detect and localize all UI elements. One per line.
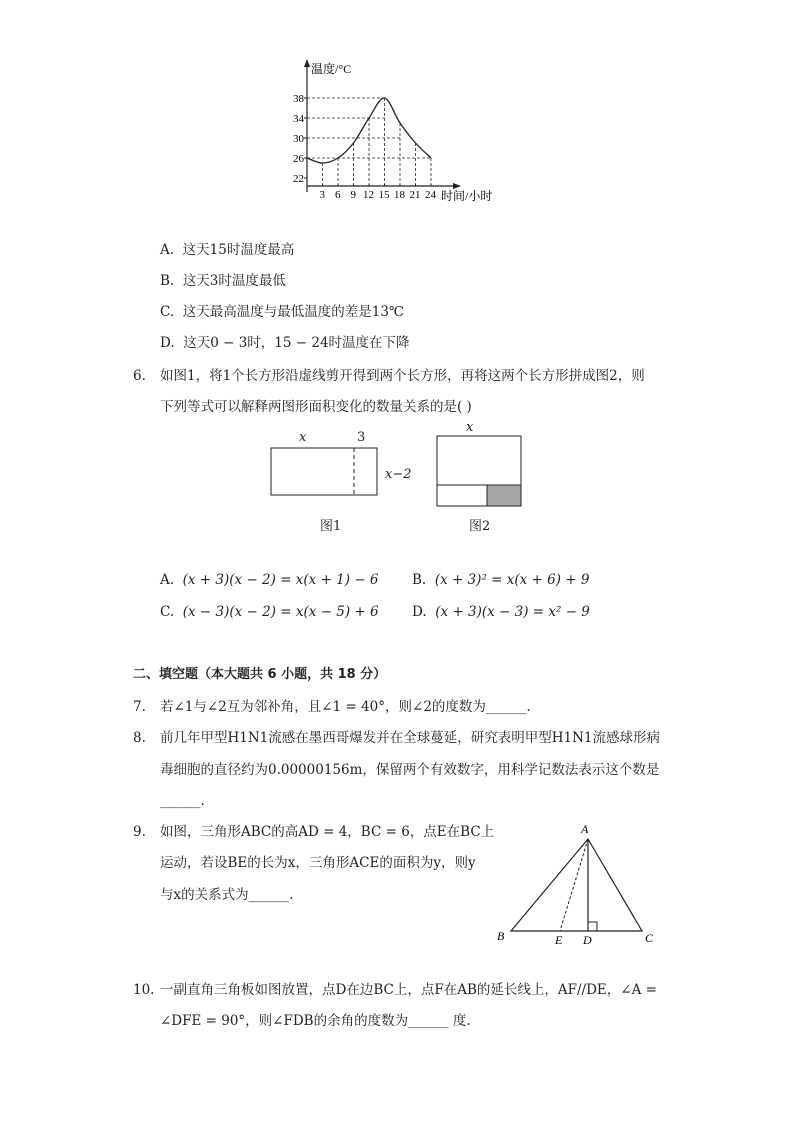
q6-option-c: C. (x − 3)(x − 2) = x(x − 5) + 6 bbox=[160, 604, 379, 620]
label-e: E bbox=[555, 933, 563, 947]
x-tick-label: 18 bbox=[394, 189, 405, 201]
q6-option-a: A. (x + 3)(x − 2) = x(x + 1) − 6 bbox=[160, 572, 379, 588]
x-tick-label: 24 bbox=[425, 189, 436, 201]
q8-line1: 前几年甲型H1N1流感在墨西哥爆发并在全球蔓延，研究表明甲型H1N1流感球形病 bbox=[160, 730, 661, 746]
q6-option-b: B. (x + 3)² = x(x + 6) + 9 bbox=[412, 572, 590, 588]
q5-option-a: A. 这天15时温度最高 bbox=[160, 242, 295, 258]
q10-line1: 一副直角三角板如图放置，点D在边BC上，点F在AB的延长线上，AF//DE，∠A = bbox=[160, 982, 657, 998]
label-d: D bbox=[583, 933, 592, 947]
q8-line2: 毒细胞的直径约为0.00000156m，保留两个有效数字，用科学记数法表示这个数是 bbox=[160, 762, 660, 778]
q10-number: 10. bbox=[133, 982, 155, 998]
y-tick-label: 22 bbox=[293, 173, 304, 185]
y-tick-label: 38 bbox=[293, 93, 304, 105]
q8-line3: ______. bbox=[160, 793, 205, 809]
q5-option-b: B. 这天3时温度最低 bbox=[160, 273, 286, 289]
fig1-x-label: x bbox=[299, 430, 307, 445]
fig1-rectangle bbox=[271, 448, 377, 495]
q9-line2: 运动，若设BE的长为x，三角形ACE的面积为y，则y bbox=[160, 855, 476, 871]
fig1-side-label: x−2 bbox=[385, 467, 412, 482]
temperature-chart bbox=[285, 55, 515, 210]
x-tick-label: 21 bbox=[409, 189, 421, 201]
q6-option-d: D. (x + 3)(x − 3) = x² − 9 bbox=[412, 604, 590, 620]
fig2-x-label: x bbox=[466, 420, 474, 435]
x-tick-label: 9 bbox=[350, 189, 356, 201]
right-angle-mark bbox=[588, 922, 597, 931]
q5-option-c: C. 这天最高温度与最低温度的差是13℃ bbox=[160, 304, 405, 320]
q7-text: 若∠1与∠2互为邻补角，且∠1 = 40°，则∠2的度数为______. bbox=[160, 699, 531, 715]
q9-line1: 如图，三角形ABC的高AD = 4，BC = 6，点E在BC上 bbox=[160, 824, 495, 840]
q6-number: 6. bbox=[133, 368, 146, 384]
q5-option-d: D. 这天0 − 3时，15 − 24时温度在下降 bbox=[160, 335, 410, 351]
y-axis-arrow bbox=[304, 59, 310, 67]
y-tick-label: 26 bbox=[293, 153, 304, 165]
x-tick-label: 3 bbox=[319, 189, 325, 201]
fig2-caption: 图2 bbox=[469, 519, 491, 534]
segment-ae bbox=[560, 839, 588, 931]
x-tick-label: 12 bbox=[363, 189, 374, 201]
y-tick-label: 30 bbox=[293, 133, 304, 145]
fig1-caption: 图1 bbox=[320, 519, 342, 534]
x-axis-label: 时间/小时 bbox=[441, 189, 493, 203]
q9-number: 9. bbox=[133, 824, 146, 840]
q6-figure-1 bbox=[270, 445, 380, 500]
x-tick-label: 6 bbox=[335, 189, 341, 201]
fig2-shaded-square bbox=[487, 485, 521, 506]
section-2-title: 二、填空题（本大题共 6 小题，共 18 分） bbox=[133, 667, 387, 682]
q8-number: 8. bbox=[133, 730, 146, 746]
q9-line3: 与x的关系式为______. bbox=[160, 887, 294, 903]
fig1-3-label: 3 bbox=[357, 430, 366, 445]
triangle-abc bbox=[511, 839, 642, 931]
q7-number: 7. bbox=[133, 699, 146, 715]
q9-triangle-figure bbox=[490, 818, 670, 953]
label-b: B bbox=[497, 929, 505, 943]
q6-line2: 下列等式可以解释两图形面积变化的数量关系的是( ) bbox=[160, 399, 472, 415]
q6-line1: 如图1，将1个长方形沿虚线剪开得到两个长方形，再将这两个长方形拼成图2，则 bbox=[160, 368, 645, 384]
label-c: C bbox=[645, 931, 654, 945]
q6-figure-2 bbox=[436, 435, 526, 510]
label-a: A bbox=[581, 822, 589, 836]
y-axis-label: 温度/°C bbox=[311, 62, 352, 76]
q10-line2: ∠DFE = 90°，则∠FDB的余角的度数为______ 度. bbox=[160, 1013, 471, 1029]
y-tick-label: 34 bbox=[293, 113, 304, 125]
x-tick-label: 15 bbox=[378, 189, 390, 201]
